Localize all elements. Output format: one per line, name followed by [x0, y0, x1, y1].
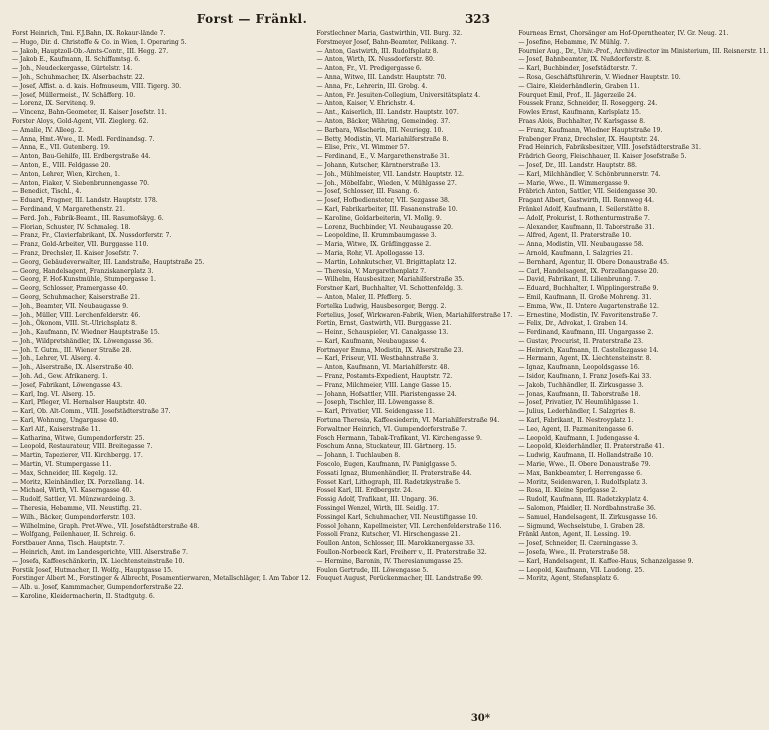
directory-entry: Forst Heinrich, Tmi. F.J.Bahn, IX. Rokaur-lände 7. — [12, 30, 166, 37]
directory-entry: Forstbauer Anna, Tisch. Hauptstr. 7. — [12, 540, 125, 548]
directory-entry: — Anton, Bäcker, Währing, Gemeindeg. 37. — [316, 117, 451, 125]
directory-entry: — Max, Schneider, III. Kegelg. 12. — [12, 469, 118, 477]
directory-entry: Forstik Josef, Hutmacher, II. Wolfg., Hauptgasse 15. — [12, 566, 173, 574]
directory-entry: — Karl Alf., Kaiserstraße 11. — [12, 425, 101, 433]
directory-entry: — Josef, Privatier, IV. Heumühlgasse 1. — [518, 399, 639, 407]
directory-entry: — Alb. u. Josef, Kammmacher, Gumpendorferstraße 22. — [12, 584, 184, 592]
directory-entry: — Wilhelmine, Graph. Pret-Wwe., VII. Josefstädterstraße 48. — [12, 522, 200, 530]
directory-entry: Foulon Gertrude, III. Löwengasse 5. — [316, 566, 429, 574]
page-number: 323 — [464, 12, 490, 26]
directory-entry: Foschum Anna, Stuckateur, III. Gärtnerg. 15. — [316, 443, 457, 451]
directory-entry: — Barbara, Wäscherin, III. Neuriegg. 10. — [316, 126, 444, 134]
directory-entry: — Hermann, Agent, IX. Liechtensteinstr. 8. — [518, 355, 652, 363]
directory-entry: — Ferdinand, V. Margarethenstr. 21. — [12, 205, 125, 213]
directory-entry: Fosch Hermann, Tabak-Trafikant, VI. Kirchengasse 9. — [316, 434, 482, 442]
directory-entry: — Jakob, Tuchhändler, II. Zirkusgasse 3. — [518, 381, 644, 389]
directory-entry: — Joh. T. Gutm., III. Wiener Straße 28. — [12, 346, 132, 354]
directory-entry: — Lorenz, IX. Servitenq. 9. — [12, 100, 96, 108]
directory-entry: — Jakob E., Kaufmann, II. Schiffamtsg. 6. — [12, 56, 141, 64]
directory-entry: — Georg, Schlosser, Pramergasse 40. — [12, 285, 128, 293]
directory-entry: — Anton, Fiaker, V. Siebenbrunnengasse 70. — [12, 179, 150, 187]
directory-entry: Fossol Johann, Kapellmeister, VII. Lerchenfelderstraße 116. — [316, 522, 502, 530]
directory-entry: — Joh., Möbelfabr., Wieden, V. Mühlgasse 27. — [316, 179, 457, 187]
directory-entry: — Joh., Neudeckergasse, Gürtelstr. 14. — [12, 65, 133, 73]
directory-entry: — Wilh., Bäcker, Gumpendorferstr. 103. — [12, 513, 136, 521]
directory-entry: — David, Fabrikant, II. Lilienbrunng. 7. — [518, 276, 641, 284]
directory-entry: — Georg, F. Hof-Kunstmühle, Stumpergasse 1. — [12, 276, 156, 284]
directory-entry: Fossoli Franz, Kutscher, VI. Hirschengasse 21. — [316, 531, 461, 539]
directory-entry: — Georg, Handelsagent, Franziskanerplatz 3. — [12, 267, 154, 275]
directory-entry: — Karl, Wohnung, Ungargasse 40. — [12, 417, 119, 425]
directory-entry: — Moritz, Kleinhändler, IX. Porzellang. 14. — [12, 478, 145, 486]
directory-entry: Fränkel Adolf, Kaufmann, I. Seilerstätte 8. — [518, 205, 650, 213]
directory-entry: Forstner Karl, Buchhalter, VI. Schottenfeldg. 3. — [316, 285, 463, 293]
directory-entry: — Karl, Kaufmann, Neubaugasse 4. — [316, 337, 427, 345]
directory-entry: Frabenger Franz, Drechsler, IX. Hauptstr. 24. — [518, 135, 660, 143]
column-1 — [12, 30, 310, 706]
directory-entry: Fränkl Anton, Agent, II. Lessing. 19. — [518, 531, 631, 539]
directory-entry: — Leopold, Restaurateur, VIII. Breitegasse 7. — [12, 443, 153, 451]
directory-entry: — Anton, Fr. Jesuiten-Collegium, Universitätsplatz 4. — [316, 91, 481, 99]
directory-entry: — Heinr., Schauspieler, VI. Canalgasse 13. — [316, 329, 449, 337]
directory-entry: — Johann, Kutscher, Kärntnerstraße 13. — [316, 161, 441, 169]
directory-entry: — Joh., Schuhmacher, IX. Alserbachstr. 22. — [12, 73, 145, 81]
directory-entry: — Ferdinand, Kaufmann, III. Ungargasse 2. — [518, 329, 654, 337]
directory-entry: — Anna, Modistin, VII. Neubaugasse 58. — [518, 241, 644, 249]
directory-entry: — Moritz, Seidenwaren, I. Rudolfsplatz 3. — [518, 478, 648, 486]
directory-entry: Fouquet August, Perückenmacher, III. Landstraße 99. — [316, 575, 483, 583]
directory-entry: — Rosa, Geschäftsführerin, V. Wiedner Hauptstr. 10. — [518, 73, 681, 81]
directory-entry: — Michael, Wirth, VI. Kaserngasse 40. — [12, 487, 132, 495]
directory-entry: — Josef, Schlosser, III. Fasang. 6. — [316, 188, 420, 196]
directory-entry: — Leo, Agent, II. Pazmanitengasse 6. — [518, 425, 634, 433]
directory-entry: — Leopold, Kleiderhändler, II. Praterstraße 41. — [518, 443, 665, 451]
directory-entry: Foullon Anton, Schlosser, III. Marokkanergasse 33. — [316, 540, 475, 548]
directory-entry: — Joh., Kaufmann, IV. Wiedner Hauptstraße 15. — [12, 329, 160, 337]
directory-entry: Forstmeyer Josef, Bahn-Beamter, Pelikang. 7. — [316, 38, 457, 46]
signature-mark: 30* — [470, 713, 490, 724]
directory-entry: — Josefine, Hebamme, IV. Mühlg. 7. — [518, 38, 630, 46]
directory-entry: — Rudolf, Kaufmann, III. Radetzkyplatz 4. — [518, 496, 649, 504]
directory-entry: — Alfred, Agent, II. Praterstraße 10. — [518, 232, 632, 240]
directory-entry: Fossig Adolf, Trafikant, III. Ungarg. 36. — [316, 496, 439, 504]
directory-entry: — Wolfgang, Feilenhauer, II. Schreig. 6. — [12, 531, 136, 539]
directory-entry: — Theresia, Hebamme, VII. Neustiftg. 21. — [12, 505, 142, 513]
directory-entry: — Bernhard, Agentur, II. Obere Donaustraße 45. — [518, 258, 669, 266]
directory-entry: Fosset Karl, Lithograph, III. Radetzkystraße 5. — [316, 478, 461, 486]
directory-entry: — Anna, Hmt.-Wwe., II. Medl. Ferdinandsg. 7. — [12, 135, 155, 143]
directory-entry: — Anton, Kaufmann, VI. Mariahilferstr. 48. — [316, 364, 450, 372]
directory-entry: — Josef, Fabrikant, Löwengasse 43. — [12, 381, 123, 389]
directory-entry: Fourquet Emil, Prof., II. Jägerzeile 24. — [518, 91, 637, 99]
column-2 — [316, 30, 512, 706]
directory-entry: — Max, Bankbeamter, I. Herrengasse 6. — [518, 469, 643, 477]
directory-entry: Fournier Aug., Dr., Univ.-Prof., Archivdirector im Ministerium, III. Reisnerstr. 11. — [518, 47, 769, 55]
directory-entry: — Julius, Lederhändler, I. Salzgries 8. — [518, 408, 636, 416]
directory-entry: — Karl, Friseur, VII. Westbahnstraße 3. — [316, 355, 439, 363]
directory-entry: — Wilhelm, Hausbesitzer, Mariahilferstraße 35. — [316, 276, 465, 284]
directory-entry: — Samuel, Handelsagent, II. Zirkusgasse 16. — [518, 513, 658, 521]
directory-entry: — Anton, Maler, II. Pfefferg. 5. — [316, 293, 412, 301]
directory-entry: — Franz, Drechsler, II. Kaiser Josefstr. 7. — [12, 249, 139, 257]
directory-entry: — Maria, Rohr, VI. Apollogasse 13. — [316, 249, 425, 257]
directory-entry: — Anna, Fr., Lehrerin, III. Grobg. 4. — [316, 82, 428, 90]
directory-entry: — Maria, Witwe, IX. Gräflinggasse 2. — [316, 241, 432, 249]
directory-entry: Fortin, Ernst, Gastwirth, VII. Burggasse 21. — [316, 320, 452, 328]
directory-entry: — Hugo, Dir. d. Christoffe & Co. in Wien, I. Operaring 5. — [12, 38, 187, 46]
directory-entry: — Amalie, IV. Alleeg. 2. — [12, 126, 84, 134]
directory-entry: — Moritz, Agent, Stefansplatz 6. — [518, 575, 619, 583]
directory-entry: — Ignaz, Kaufmann, Leopoldsgasse 16. — [518, 364, 640, 372]
directory-entry: — Jonas, Kaufmann, II. Taborstraße 18. — [518, 390, 641, 398]
directory-entry: — Rudolf, Sattler, VI. Münzwardeing. 3. — [12, 496, 136, 504]
directory-entry: — Claire, Kleiderhändlerin, Graben 11. — [518, 82, 640, 90]
directory-entry: — Marie, Wwe., II. Obere Donaustraße 79. — [518, 461, 651, 469]
directory-entry: Fossingel Karl, Schuhmacher, VII. Neustiftgasse 10. — [316, 513, 478, 521]
directory-entry: — Anton, Kaiser, V. Ehrichstr. 4. — [316, 100, 416, 108]
directory-entry: — Martin, VI. Stumpergasse 11. — [12, 461, 112, 469]
directory-entry: — Marie, Wwe., II. Wimmergasse 9. — [518, 179, 630, 187]
directory-entry: — Karl, Fabrikant, II. Nestroyplatz 1. — [518, 417, 634, 425]
directory-entry: — Anton, Gastwirth, III. Rudolfsplatz 8. — [316, 47, 439, 55]
directory-entry: — Sigmund, Wechselstube, I. Graben 28. — [518, 522, 645, 530]
running-title: Forst — Fränkl. — [196, 12, 308, 26]
directory-entry: Fraas Alois, Buchhalter, IV. Karlsgasse 8. — [518, 117, 646, 125]
directory-entry: — Hermine, Baronin, IV. Theresianumgasse 25. — [316, 557, 463, 565]
directory-entry: — Josefa, Wwe., II. Praterstraße 58. — [518, 549, 630, 557]
directory-entry: — Vincenz, Bahn-Geometer, II. Kaiser Josefstr. 11. — [12, 109, 167, 117]
directory-entry: — Anton, Wirth, IX. Nussdorferstr. 80. — [316, 56, 435, 64]
directory-entry: Forster Aloys, Gold-Agent, VII. Zieglerg. 62. — [12, 117, 149, 125]
directory-entry: — Karl, Pfleger, VI. Hernalser Hauptstr. 40. — [12, 399, 147, 407]
directory-entry: — Karoline, Goldarbeiterin, VI. Mollg. 9. — [316, 214, 442, 222]
directory-entry: — Ernestine, Modistin, IV. Favoritenstraße 7. — [518, 311, 658, 319]
directory-entry: — Anton, Lehrer, Wien, Kirchen, 1. — [12, 170, 120, 178]
directory-entry: — Anton, Fr., VI. Predigergasse 6. — [316, 65, 422, 73]
directory-entry: — Karl, Ing. VI. Alserg. 15. — [12, 390, 96, 398]
directory-entry: — Emil, Kaufmann, II. Große Mohreng. 31. — [518, 293, 652, 301]
directory-entry: — Franz, Postamts-Expedient, Hauptstr. 72. — [316, 373, 453, 381]
directory-entry: — Josef, Bahnbeamter, IX. Nußdorferstr. 8. — [518, 56, 651, 64]
directory-entry: — Franz, Fr., Clavierfabrikant, IX. Nussdorferstr. 7. — [12, 232, 172, 240]
directory-entry: Forstinger Albert M., Forstinger & Albrecht, Posamentierwaren, Metallschläger, I. Am Tabor 12. — [12, 575, 311, 583]
directory-entry: — Anna, E., VII. Gutenberg. 19. — [12, 144, 110, 152]
directory-entry: — Ludwig, Kaufmann, II. Hollandstraße 10. — [518, 452, 654, 460]
directory-entry: — Karl, Handelsagent, II. Kaffee-Haus, Schanzelgasse 9. — [518, 557, 694, 565]
directory-entry: — Adolf, Prokurist, I. Rothenturmstraße 7. — [518, 214, 650, 222]
directory-entry: — Ferd. Joh., Fabrik-Beamt., III. Rasumofskyg. 6. — [12, 214, 164, 222]
directory-entry: Forwaltner Heinrich, VI. Gumpendorferstraße 7. — [316, 425, 467, 433]
directory-entry: — Leopoldine, II. Krummbaumgasse 3. — [316, 232, 437, 240]
directory-entry: — Ant., Kaiserlich, III. Landstr. Hauptstr. 107. — [316, 109, 459, 117]
directory-entry: — Martin, Tapezierer, VII. Kirchbergg. 17. — [12, 452, 143, 460]
directory-entry: Fowles Ernst, Kaufmann, Karlsplatz 15. — [518, 109, 641, 117]
directory-entry: — Carl, Handelsagent, IX. Porzellangasse 20. — [518, 267, 659, 275]
directory-entry: — Anna, Witwe, III. Landstr. Hauptstr. 70. — [316, 73, 447, 81]
directory-entry: — Katharina, Witwe, Gumpendorferstr. 25. — [12, 434, 145, 442]
directory-entry: — Karoline, Kleidermacherin, II. Stadtgutg. 6. — [12, 593, 155, 600]
directory-entry: — Joseph, Tischler, III. Löwengasse 8. — [316, 399, 434, 407]
directory-entry: — Gustav, Procurist, II. Praterstraße 23. — [518, 337, 644, 345]
directory-entry: — Lorenz, Buchbinder, VI. Neubaugasse 20. — [316, 223, 453, 231]
directory-entry: — Rosa, II. Kleine Sperlgasse 2. — [518, 487, 618, 495]
directory-entry: — Joh., Wildpretshändler, IX. Löwengasse 36. — [12, 337, 153, 345]
directory-entry: Fossingel Wenzel, Wirth, III. Seidlg. 17. — [316, 505, 439, 513]
directory-entry: — Joh., Ökonom, VIII. St.-Ulrichsplatz 8. — [12, 320, 137, 328]
directory-entry: — Johann, I. Tuchlauben 8. — [316, 452, 401, 460]
directory-entry: — Georg, Schuhmacher, Kaiserstraße 21. — [12, 293, 140, 301]
directory-entry: — Theresia, V. Margarethenplatz 7. — [316, 267, 427, 275]
directory-entry: Fourneas Ernst, Chorsänger am Hof-Operntheater, IV. Gr. Neug. 21. — [518, 30, 729, 37]
directory-entry: — Eduard, Fragner, III. Landstr. Hauptstr. 178. — [12, 197, 158, 205]
directory-entry: — Martin, Lohnkutscher, VI. Brigittaplatz 12. — [316, 258, 457, 266]
directory-entry: — Jakob, Hauptzoll-Ob.-Amts-Contr., III. Hegg. 27. — [12, 47, 169, 55]
directory-entry: — Anton, Bau-Gehilfe, III. Erdbergstraße 44. — [12, 153, 151, 161]
directory-entry: — Anton, E., VIII. Feldgasse 20. — [12, 161, 111, 169]
directory-entry: — Heinrich, Amt. im Landesgerichte, VIII. Alserstraße 7. — [12, 549, 188, 557]
directory-entry: — Heinrich, Kaufmann, II. Castellezgasse 14. — [518, 346, 659, 354]
directory-entry: — Franz, Kaufmann, Wiedner Hauptstraße 19. — [518, 126, 663, 134]
directory-entry: — Elise, Priv., VI. Wimmer 57. — [316, 144, 410, 152]
directory-entry: — Josef, Schneider, II. Czerningasse 3. — [518, 540, 638, 548]
directory-entry: Fortmayer Emma, Modistin, IX. Alserstraße 23. — [316, 346, 464, 354]
directory-entry: — Joh. Ad., Gew. Afrikanerg. 1. — [12, 373, 108, 381]
directory-entry: Fortuna Theresia, Kaffeesiederin, VI. Mariahilferstraße 94. — [316, 417, 500, 425]
directory-entry: Fossati Ignaz, Blumenhändler, II. Praterstraße 44. — [316, 469, 472, 477]
directory-entry: — Joh., Lehrer, VI. Alserg. 4. — [12, 355, 101, 363]
directory-entry: — Karl, Milchhändler, V. Schönbrunnerstr. 74. — [518, 170, 661, 178]
directory-entry: — Franz, Milchmeier, VIII. Lange Gasse 15. — [316, 381, 452, 389]
directory-entry: Foscolo, Eugen, Kaufmann, IV. Paniglgasse 5. — [316, 461, 457, 469]
directory-entry: — Josef, Dr., III. Landstr. Hauptstr. 88. — [518, 161, 637, 169]
directory-entry: — Eduard, Buchhalter, I. Wipplingerstraße 9. — [518, 285, 659, 293]
directory-entry: — Johann, Hofsattler, VIII. Piaristengasse 24. — [316, 390, 457, 398]
columns — [12, 30, 769, 706]
page-header — [12, 12, 492, 30]
directory-entry: Fortelius, Josef, Wirkwaren-Fabrik, Wien, Mariahilferstraße 17. — [316, 311, 513, 319]
directory-entry: — Joh., Beamter, VII. Neubaugasse 9. — [12, 302, 129, 310]
directory-entry: Foussek Franz, Schneider, II. Roseggerg. 24. — [518, 100, 658, 108]
directory-entry: Fräbrich Anton, Sattler, VII. Seidengasse 30. — [518, 188, 658, 196]
directory-entry: Frad Heinrich, Fabriksbesitzer, VIII. Josefstädterstraße 31. — [518, 144, 701, 152]
directory-entry: Frädrich Georg, Fleischhauer, II. Kaiser Josefstraße 5. — [518, 153, 687, 161]
directory-entry: — Leopold, Kaufmann, I. Judengasse 4. — [518, 434, 640, 442]
column-3 — [518, 30, 768, 706]
directory-entry: — Josefa, Kaffeeschänkerin, IX. Liechtensteinstraße 10. — [12, 557, 185, 565]
directory-entry: — Karl, Fabrikarbeiter, III. Fasanenstraße 10. — [316, 205, 458, 213]
directory-entry: — Karl, Buchbinder, Josefstädterstr. 7. — [518, 65, 638, 73]
directory-entry: — Salomon, Pfaidler, II. Nordbahnstraße 36. — [518, 505, 656, 513]
directory-entry: — Florian, Schuster, IV. Schmaleg. 18. — [12, 223, 131, 231]
directory-entry: — Ferdinand, E., V. Margarethenstraße 31. — [316, 153, 450, 161]
directory-entry: — Josef, Hofbediensteter, VII. Sezgasse 38. — [316, 197, 450, 205]
directory-entry: — Joh., Mühlmeister, VII. Landstr. Hauptstr. 12. — [316, 170, 464, 178]
directory-entry: — Georg, Gebäudeverwalter, III. Landstraße, Hauptstraße 25. — [12, 258, 205, 266]
directory-entry: — Joh., Müller, VIII. Lerchenfelderstr. 46. — [12, 311, 141, 319]
directory-entry: Fortelka Ludwig, Hausbesorger, Bergg. 2. — [316, 302, 447, 310]
directory-entry: — Arnold, Kaufmann, I. Salzgries 21. — [518, 249, 633, 257]
directory-entry: Fragant Albert, Gastwirth, III. Rennweg 44. — [518, 197, 654, 205]
directory-entry: Forstlechner Maria, Gastwirthin, VII. Burg. 32. — [316, 30, 463, 37]
directory-entry: — Felix, Dr., Advokat, I. Graben 14. — [518, 320, 628, 328]
directory-entry: — Emma, Ww., II. Untere Augartenstraße 12. — [518, 302, 659, 310]
directory-entry: Fossel Karl, III. Erdbergstr. 24. — [316, 487, 413, 495]
directory-entry: — Josef, Müllermeist., IV. Schäfferg. 10. — [12, 91, 136, 99]
directory-entry: Foullon-Norbeeck Karl, Freiherr v., II. Praterstraße 32. — [316, 549, 487, 557]
directory-entry: — Karl, Ob. Alt-Comm., VIII. Josefstädterstraße 37. — [12, 408, 171, 416]
directory-entry: — Alexander, Kaufmann, II. Taborstraße 31. — [518, 223, 655, 231]
directory-entry: — Isidor, Kaufmann, I. Franz Josefs-Kai 33. — [518, 373, 652, 381]
directory-entry: — Joh., Alserstraße, IX. Alserstraße 40. — [12, 364, 134, 372]
directory-entry: — Karl, Privatier, VII. Seidengasse 11. — [316, 408, 435, 416]
directory-entry: — Leopold, Kaufmann, VII. Laudong. 25. — [518, 566, 645, 574]
directory-entry: — Josef, Affist. a. d. kais. Hofmuseum, VIII. Tigerg. 30. — [12, 82, 182, 90]
directory-entry: — Betty, Modistin, VI. Mariahilferstraße 8. — [316, 135, 449, 143]
directory-entry: — Franz, Gold-Arbeiter, VII. Burggasse 110. — [12, 241, 149, 249]
directory-entry: — Benedict, Tischl., 4. — [12, 188, 82, 196]
